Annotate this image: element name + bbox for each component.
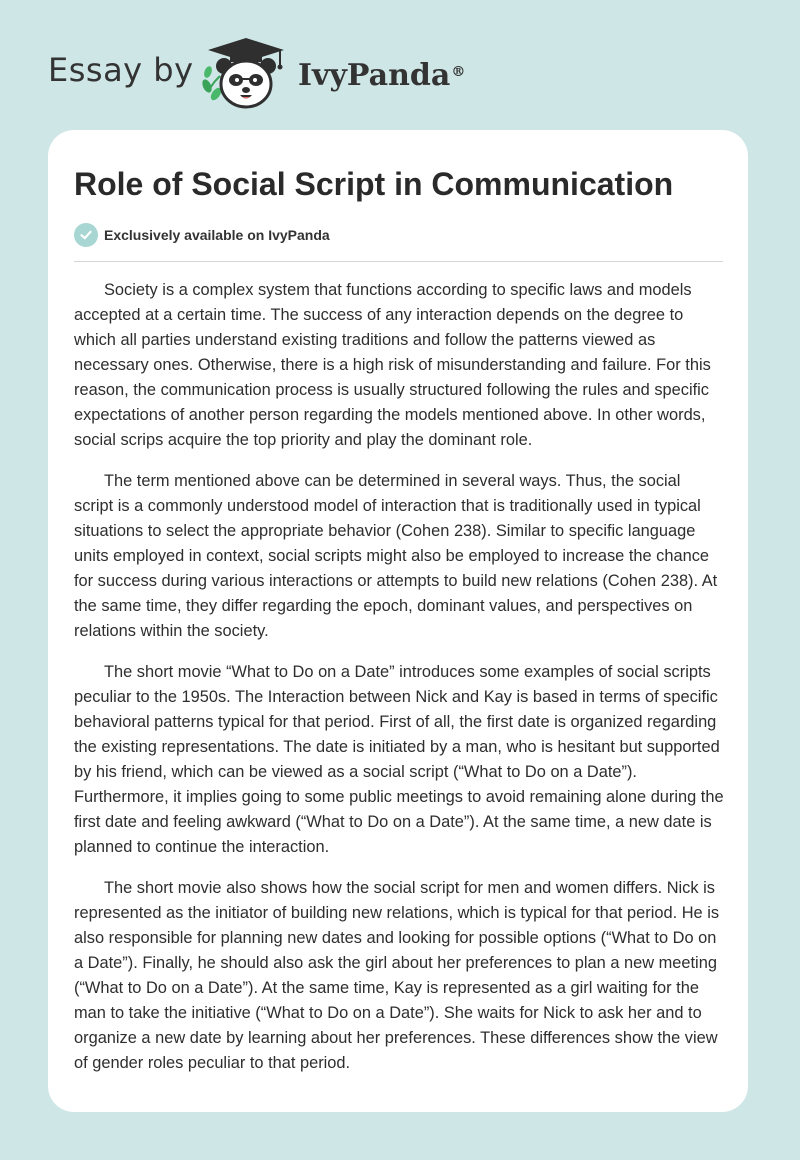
paragraph: Society is a complex system that functions according to specific laws and models accepted at a certain time. The success of any interaction depends on the degree to which all parties understand existing traditions and follow the patterns viewed as necessary ones. Otherwise, there is a high risk of misunderstanding and failure. For this reason, the communication process is usually structured following the rules and specific expectations of another person regarding the models mentioned above. In other words, social scrips acquire the top priority and play the dominant role. xyxy=(74,281,711,449)
paragraph: The short movie also shows how the social script for men and women differs. Nick is represented as the initiator of building new relations, which is typical for that period. He is also responsible for planning new dates and looking for possible options (“What to Do on a Date”). Finally, he should also ask the girl about her preferences to plan a new meeting (“What to Do on a Date”). At the same time, Kay is represented as a girl waiting for the man to take the initiative (“What to Do on a Date”). She waits for Nick to ask her and to organize a new date by learning about her preferences. These differences show the view of gender roles peculiar to that period. xyxy=(74,879,720,1072)
page-title: Role of Social Script in Communication xyxy=(74,166,674,202)
exclusive-badge-label: Exclusively available on IvyPanda xyxy=(104,227,330,243)
site-header xyxy=(0,0,800,130)
brand-name[interactable] xyxy=(298,56,465,96)
panda-face-icon xyxy=(216,58,276,107)
paragraph: The term mentioned above can be determined in several ways. Thus, the social script is a commonly understood model of interaction that is traditionally used in typical situations to select the appropriate behavior (Cohen 238). Similar to specific language units employed in context, social scripts might also be employed to increase the chance for success during various interactions or attempts to build new relations (Cohen 238). At the same time, they differ regarding the epoch, dominant values, and perspectives on relations within the society. xyxy=(74,472,718,640)
brand-name-text: IvyPanda xyxy=(298,58,451,93)
exclusive-badge xyxy=(74,222,330,248)
title-divider xyxy=(74,261,723,262)
essay-by-label: Essay by xyxy=(48,51,194,89)
checkmark-icon xyxy=(74,223,98,247)
paragraph: The short movie “What to Do on a Date” introduces some examples of social scripts peculiar to the 1950s. The Interaction between Nick and Kay is based in terms of specific behavioral patterns typical for that period. First of all, the first date is organized regarding the existing representations. The date is initiated by a man, who is hesitant but supported by his friend, which can be viewed as a social script (“What to Do on a Date”). Furthermore, it implies going to some public meetings to avoid remaining alone during the first date and feeling awkward (“What to Do on a Date”). At the same time, a new date is planned to continue the interaction. xyxy=(74,663,724,856)
registered-mark: ® xyxy=(451,64,466,80)
essay-card xyxy=(48,130,748,1112)
ivypanda-logo-icon[interactable] xyxy=(198,36,294,112)
essay-body xyxy=(74,278,724,1092)
